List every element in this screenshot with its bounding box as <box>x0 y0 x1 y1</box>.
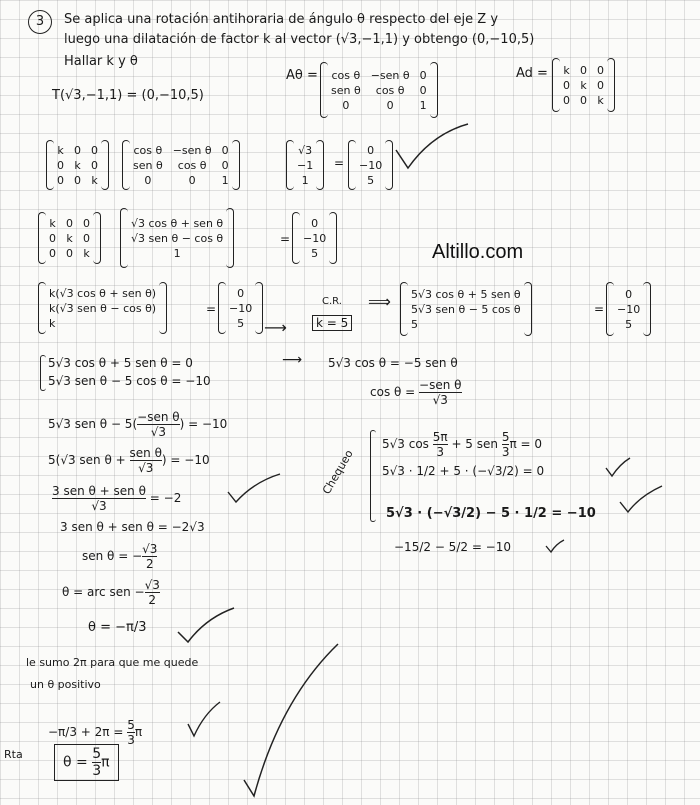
matrix-entry: cos θ <box>177 158 207 172</box>
solve-line-6: θ = arc sen − $\frac{√3}{2}$ <box>62 578 160 607</box>
solve-line-7: θ = −π/3 <box>88 620 147 635</box>
checkmark-icon <box>186 700 222 740</box>
matrix-entry: 0 <box>342 98 350 112</box>
checkmark-icon <box>240 640 340 800</box>
matrix-entry: 0 <box>221 143 229 157</box>
step1-result-vector <box>348 140 393 190</box>
matrix-entry: 5 <box>311 246 319 260</box>
matrix-entry: k <box>57 143 64 157</box>
matrix-entry: cos θ <box>133 143 163 157</box>
matrix-entry: 0 <box>57 173 64 187</box>
matrix-entry: 0 <box>57 158 64 172</box>
answer-label: Rta <box>4 748 23 761</box>
step3-expanded-vector <box>400 282 532 336</box>
check-line-2: 5√3 · 1/2 + 5 · (−√3/2) = 0 <box>382 464 545 478</box>
matrix-entry: k <box>580 78 587 92</box>
step2-result-vector <box>292 212 337 264</box>
matrix-entry: −1 <box>297 158 314 172</box>
checkmark-icon <box>604 456 632 478</box>
step1-vector <box>286 140 324 190</box>
checkmark-icon <box>176 606 236 646</box>
checkmark-icon <box>618 484 664 514</box>
matrix-entry: 0 <box>66 246 73 260</box>
k-value-box: k = 5 <box>312 315 352 331</box>
derived-eq-1: 5√3 cos θ = −5 sen θ <box>328 356 458 370</box>
matrix-entry: 0 <box>419 83 427 97</box>
step1-equals: = <box>334 156 345 170</box>
matrix-entry: −10 <box>617 302 641 316</box>
matrix-entry: k <box>66 231 73 245</box>
matrix-entry: 0 <box>311 216 319 230</box>
derived-eq-2: cos θ = $\frac{\text{−sen θ}}{√3}$ <box>370 378 462 407</box>
matrix-entry: 0 <box>66 216 73 230</box>
matrix-entry: 1 <box>301 173 309 187</box>
matrix-entry: sen θ <box>331 83 361 97</box>
matrix-entry: cos θ <box>375 83 405 97</box>
matrix-entry: −10 <box>359 158 383 172</box>
matrix-entry: 0 <box>74 143 81 157</box>
matrix-entry: 0 <box>83 231 90 245</box>
system-arrow: ⟶ <box>282 352 303 368</box>
step2-k-matrix <box>38 212 101 264</box>
matrix-entry: k <box>49 316 56 330</box>
matrix-entry: 1 <box>173 246 181 260</box>
matrix-entry: k(√3 cos θ + sen θ) <box>49 286 157 300</box>
matrix-entry: 0 <box>597 78 604 92</box>
dilation-matrix <box>552 58 615 112</box>
problem-line-2: luego una dilatación de factor k al vector (√3,−1,1) y obtengo (0,−10,5) <box>64 32 535 47</box>
matrix-entry: 1 <box>221 173 229 187</box>
checkmark-icon <box>544 538 566 554</box>
positive-note-2: un θ positivo <box>30 678 101 691</box>
matrix-entry: 0 <box>91 143 98 157</box>
matrix-entry: k <box>74 158 81 172</box>
solve-line-3: $\frac{\text{3 sen θ + sen θ}}{√3}$ = −2 <box>52 484 182 513</box>
matrix-entry: cos θ <box>331 68 361 82</box>
matrix-entry: 0 <box>563 93 570 107</box>
matrix-entry: 0 <box>580 63 587 77</box>
matrix-entry: 5√3 cos θ + 5 sen θ <box>411 287 521 301</box>
step3-result-vector-2 <box>606 282 651 336</box>
step3-equals: = <box>206 302 217 316</box>
positive-note-1: le sumo 2π para que me quede <box>26 656 199 669</box>
matrix-entry: 0 <box>74 173 81 187</box>
problem-line-1: Se aplica una rotación antihoraria de ángulo θ respecto del eje Z y <box>64 12 499 27</box>
implies-arrow: ⟹ <box>368 292 391 311</box>
step1-rotation-matrix <box>122 140 240 190</box>
solve-line-1: 5√3 sen θ − 5( $\frac{\text{−sen θ}}{√3}$ ) = −10 <box>48 410 228 439</box>
system-eq-1: 5√3 cos θ + 5 sen θ = 0 <box>48 356 193 370</box>
matrix-entry: −10 <box>303 231 327 245</box>
check-line-1: 5√3 cos $\frac{5\pi}{3}$ + 5 sen $\frac{5}{3}$ π = 0 <box>382 430 543 459</box>
matrix-entry: 5 <box>237 316 245 330</box>
matrix-entry: 5 <box>411 317 418 331</box>
step3-equals-2: = <box>594 302 605 316</box>
cm-label: C.R. <box>322 296 342 307</box>
step3-result-vector <box>218 282 263 334</box>
system-eq-2: 5√3 sen θ − 5 cos θ = −10 <box>48 374 211 388</box>
matrix-entry: 0 <box>237 286 245 300</box>
matrix-entry: −10 <box>229 301 253 315</box>
solve-line-5: sen θ = − $\frac{√3}{2}$ <box>82 542 158 571</box>
matrix-entry: 1 <box>419 98 427 112</box>
problem-line-3: Hallar k y θ <box>64 54 138 69</box>
matrix-entry: √3 <box>298 143 313 157</box>
matrix-entry: k <box>49 216 56 230</box>
matrix-entry: 0 <box>83 216 90 230</box>
checkmark-icon <box>226 472 282 506</box>
matrix-entry: sen θ <box>133 158 163 172</box>
matrix-entry: 0 <box>188 173 196 187</box>
matrix-entry: k <box>91 173 98 187</box>
matrix-entry: 0 <box>144 173 152 187</box>
transform-equation: T(√3,−1,1) = (0,−10,5) <box>52 88 204 103</box>
matrix-entry: 0 <box>386 98 394 112</box>
dilation-label: Ad = <box>516 66 548 81</box>
step1-k-matrix <box>46 140 109 190</box>
answer-box: θ = $\frac{5}{3}$ π <box>54 744 119 781</box>
matrix-entry: 0 <box>49 246 56 260</box>
matrix-entry: −sen θ <box>172 143 212 157</box>
matrix-entry: 0 <box>49 231 56 245</box>
matrix-entry: 0 <box>367 143 375 157</box>
matrix-entry: √3 cos θ + sen θ <box>131 216 224 230</box>
check-brace <box>370 430 376 522</box>
matrix-entry: 5√3 sen θ − 5 cos θ <box>411 302 521 316</box>
solve-line-2: 5(√3 sen θ + $\frac{\text{sen θ}}{√3}$ ) = −10 <box>48 446 210 475</box>
check-line-3: 5√3 · (−√3/2) − 5 · 1/2 = −10 <box>386 506 596 521</box>
matrix-entry: 0 <box>91 158 98 172</box>
matrix-entry: k(√3 sen θ − cos θ) <box>49 301 157 315</box>
matrix-entry: 0 <box>419 68 427 82</box>
check-label: Chequeo <box>320 447 356 497</box>
matrix-entry: 0 <box>221 158 229 172</box>
step3-k-vector <box>38 282 167 334</box>
matrix-entry: √3 sen θ − cos θ <box>131 231 224 245</box>
matrix-entry: k <box>83 246 90 260</box>
rotation-matrix <box>320 62 438 118</box>
step3-arrow: ⟶ <box>264 318 287 337</box>
matrix-entry: 0 <box>580 93 587 107</box>
matrix-entry: k <box>563 63 570 77</box>
solve-line-4: 3 sen θ + sen θ = −2√3 <box>60 520 205 534</box>
matrix-entry: 5 <box>625 317 633 331</box>
matrix-entry: 0 <box>563 78 570 92</box>
step2-product-vector <box>120 208 234 268</box>
matrix-entry: 5 <box>367 173 375 187</box>
checkmark-icon <box>392 120 472 176</box>
positive-calc: −π/3 + 2π = $\frac{5}{3}$ π <box>48 718 143 747</box>
matrix-entry: 0 <box>625 287 633 301</box>
problem-number: 3 <box>28 10 52 34</box>
matrix-entry: 0 <box>597 63 604 77</box>
rotation-label: Aθ = <box>286 68 318 83</box>
matrix-entry: k <box>597 93 604 107</box>
system-brace <box>40 355 46 391</box>
step2-equals: = <box>280 232 291 246</box>
matrix-entry: −sen θ <box>370 68 410 82</box>
check-line-4: −15/2 − 5/2 = −10 <box>394 540 512 554</box>
watermark: Altillo.com <box>432 241 524 263</box>
